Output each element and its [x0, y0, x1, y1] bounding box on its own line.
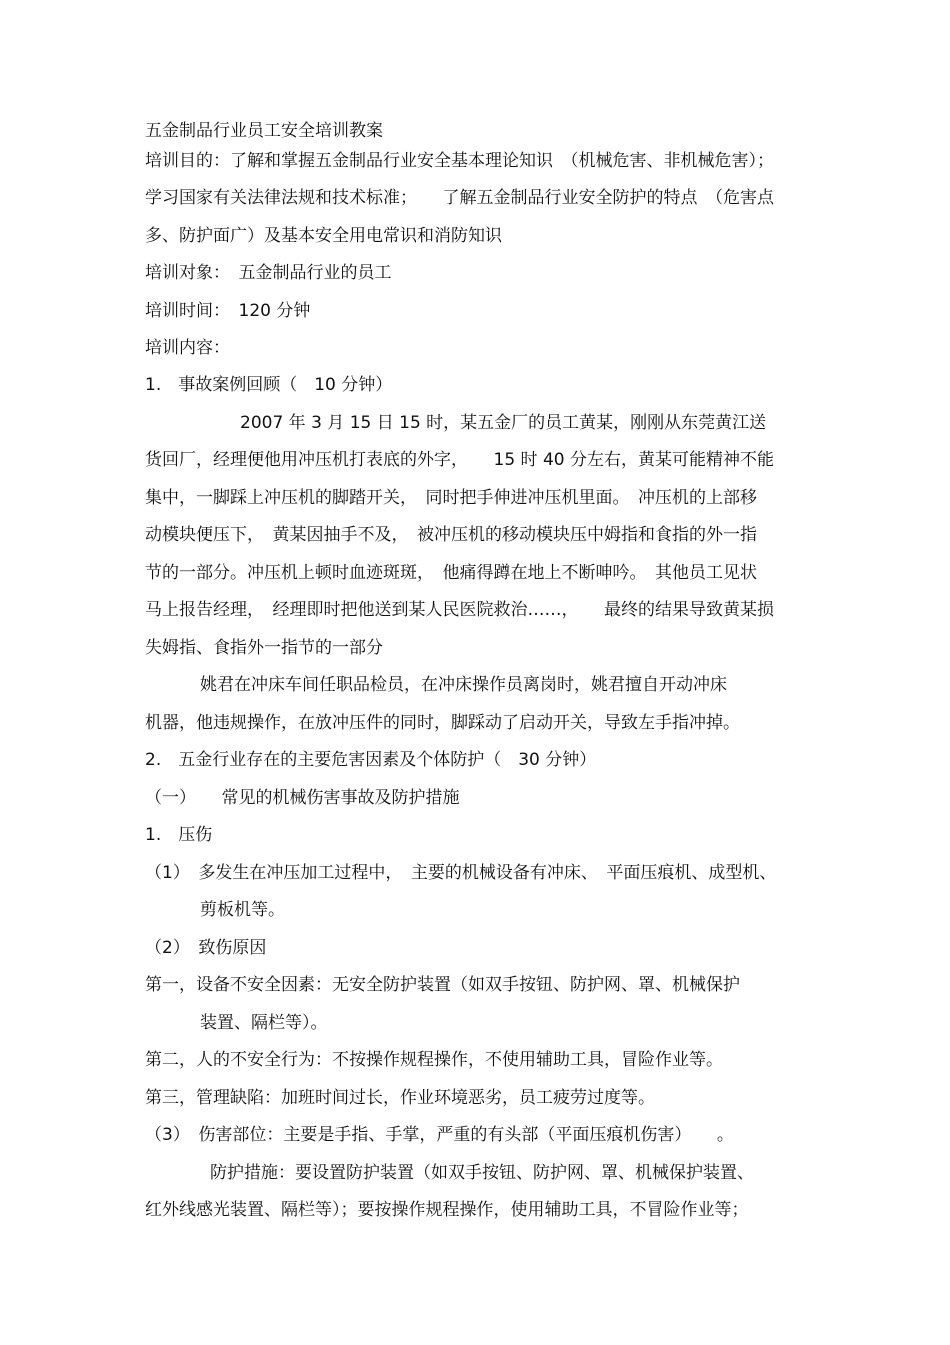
paragraph-line: 机器，他违规操作，在放冲压件的同时，脚踩动了启动开关，导致左手指冲掉。 [145, 713, 740, 733]
list-item: （2） 致伤原因 [145, 938, 267, 958]
paragraph-line: 培训目的：了解和掌握五金制品行业安全基本理论知识 （机械危害、非机械危害）； [145, 151, 774, 171]
list-item: （1） 多发生在冲压加工过程中， 主要的机械设备有冲床、 平面压痕机、成型机、 [145, 863, 777, 883]
list-item-continuation: 剪板机等。 [200, 900, 285, 920]
paragraph-line: 红外线感光装置、隔栏等）；要按操作规程操作，使用辅助工具，不冒险作业等； [145, 1200, 749, 1220]
paragraph-line: 失姆指、食指外一指节的一部分 [145, 638, 383, 658]
section-heading: 1. 事故案例回顾（ 10 分钟） [145, 375, 393, 395]
paragraph-line: 集中，一脚踩上冲压机的脚踏开关， 同时把手伸进冲压机里面。 冲压机的上部移 [145, 488, 757, 508]
document-title: 五金制品行业员工安全培训教案 [145, 121, 383, 141]
paragraph-line: 2007 年 3 月 15 日 15 时，某五金厂的员工黄某，刚刚从东莞黄江送 [240, 413, 767, 433]
paragraph-line: 培训对象： 五金制品行业的员工 [145, 263, 392, 283]
list-item: （3） 伤害部位：主要是手指、手掌，严重的有头部（平面压痕机伤害） 。 [145, 1125, 734, 1145]
paragraph-line: 动模块便压下， 黄某因抽手不及， 被冲压机的移动模块压中姆指和食指的外一指 [145, 525, 757, 545]
paragraph-line: 马上报告经理， 经理即时把他送到某人民医院救治……， 最终的结果导致黄某损 [145, 600, 774, 620]
paragraph-line: 货回厂，经理便他用冲压机打表底的外字， 15 时 40 分左右，黄某可能精神不能 [145, 450, 774, 470]
list-item-continuation: 装置、隔栏等）。 [200, 1013, 328, 1033]
section-heading: 2. 五金行业存在的主要危害因素及个体防护（ 30 分钟） [145, 750, 597, 770]
paragraph-line: 姚君在冲床车间任职品检员，在冲床操作员离岗时，姚君擅自开动冲床 [200, 675, 727, 695]
subsection-heading: 1. 压伤 [145, 825, 213, 845]
paragraph-line: 培训内容： [145, 338, 230, 358]
list-item: 第二，人的不安全行为：不按操作规程操作，不使用辅助工具，冒险作业等。 [145, 1050, 723, 1070]
subsection-heading: （一） 常见的机械伤害事故及防护措施 [145, 788, 460, 808]
paragraph-line: 节的一部分。冲压机上顿时血迹斑斑， 他痛得蹲在地上不断呻吟。 其他员工见状 [145, 563, 757, 583]
list-item: 第三，管理缺陷：加班时间过长，作业环境恶劣，员工疲劳过度等。 [145, 1088, 655, 1108]
paragraph-line: 学习国家有关法律法规和技术标准； 了解五金制品行业安全防护的特点 （危害点 [145, 188, 774, 208]
paragraph-line: 多、防护面广）及基本安全用电常识和消防知识 [145, 226, 502, 246]
paragraph-line: 培训时间： 120 分钟 [145, 301, 311, 321]
paragraph-line: 防护措施：要设置防护装置（如双手按钮、防护网、罩、机械保护装置、 [210, 1163, 754, 1183]
list-item: 第一，设备不安全因素：无安全防护装置（如双手按钮、防护网、罩、机械保护 [145, 975, 740, 995]
